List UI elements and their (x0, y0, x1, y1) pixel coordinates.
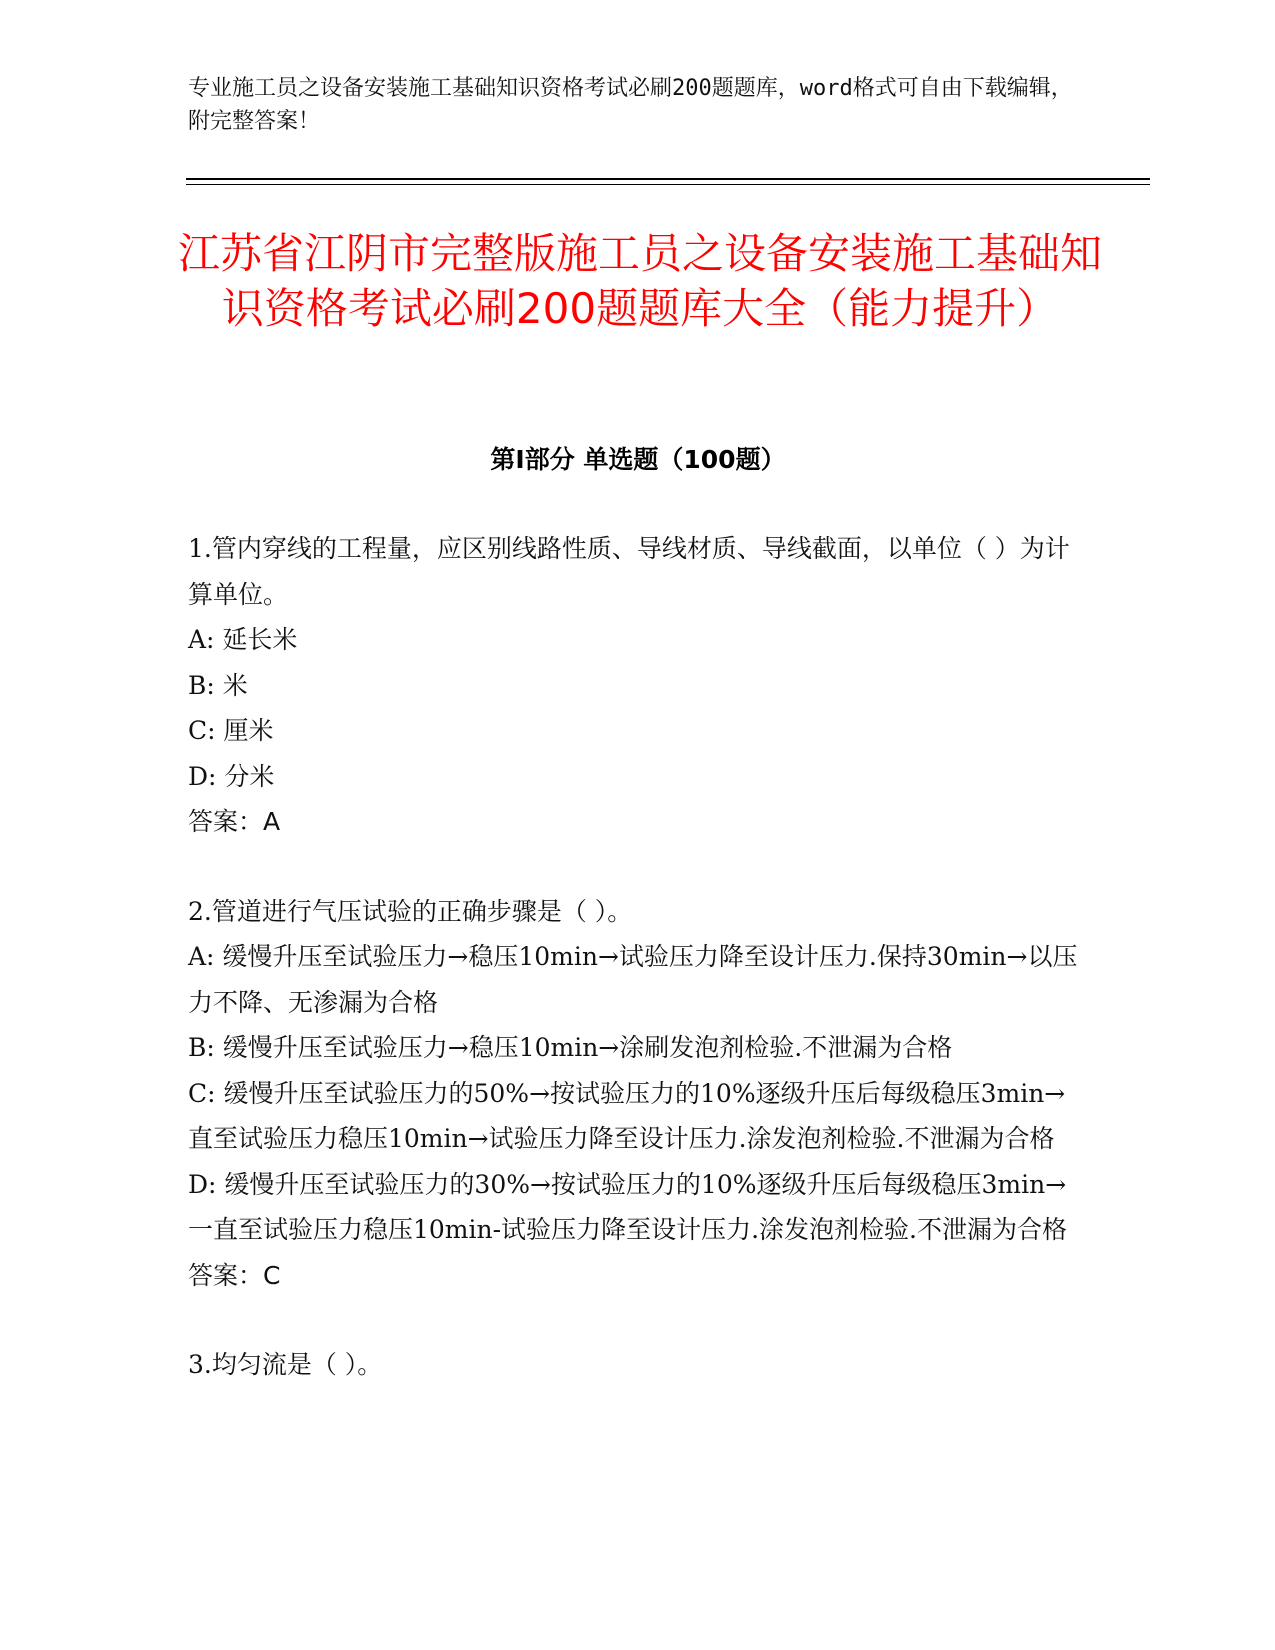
option-a: A: 缓慢升压至试验压力→稳压10min→试验压力降至设计压力.保持30min→以压力不降、无渗漏为合格 (188, 942, 1078, 1017)
option-d: D: 缓慢升压至试验压力的30%→按试验压力的10%逐级升压后每级稳压3min→一直至试验压力稳压10min-试验压力降至设计压力.涂发泡剂检验.不泄漏为合格 (188, 1169, 1067, 1244)
document-title: 江苏省江阴市完整版施工员之设备安装施工基础知识资格考试必刷200题题库大全（能力提升） (177, 229, 1102, 333)
option-c: C: 缓慢升压至试验压力的50%→按试验压力的10%逐级升压后每级稳压3min→直至试验压力稳压10min→试验压力降至设计压力.涂发泡剂检验.不泄漏为合格 (188, 1078, 1066, 1153)
header-rule-thin (186, 184, 1150, 185)
question-stem: 1.管内穿线的工程量，应区别线路性质、导线材质、导线截面，以单位（ ）为计算单位。 (188, 534, 1070, 609)
question-1 (188, 526, 1078, 845)
answer: 答案：A (188, 807, 281, 836)
option-b: B: 缓慢升压至试验压力→稳压10min→涂刷发泡剂检验.不泄漏为合格 (188, 1033, 953, 1062)
spacer (188, 1298, 1078, 1342)
section-title: 第Ⅰ部分 单选题（100题） (490, 445, 786, 474)
option-c: C: 厘米 (188, 716, 274, 745)
question-3 (188, 1342, 1078, 1388)
header-rule-thick (186, 178, 1150, 180)
answer: 答案：C (188, 1260, 281, 1290)
spacer (188, 845, 1078, 889)
option-b: B: 米 (188, 670, 248, 700)
question-2 (188, 889, 1078, 1299)
question-list (188, 526, 1078, 1388)
option-d: D: 分米 (188, 761, 275, 791)
question-stem: 2.管道进行气压试验的正确步骤是（ ）。 (188, 896, 633, 926)
header-note: 专业施工员之设备安装施工基础知识资格考试必刷200题题库，word格式可自由下载编辑，附完整答案！ (188, 76, 1073, 134)
question-stem: 3.均匀流是（ ）。 (188, 1350, 383, 1379)
option-a: A: 延长米 (188, 625, 298, 654)
